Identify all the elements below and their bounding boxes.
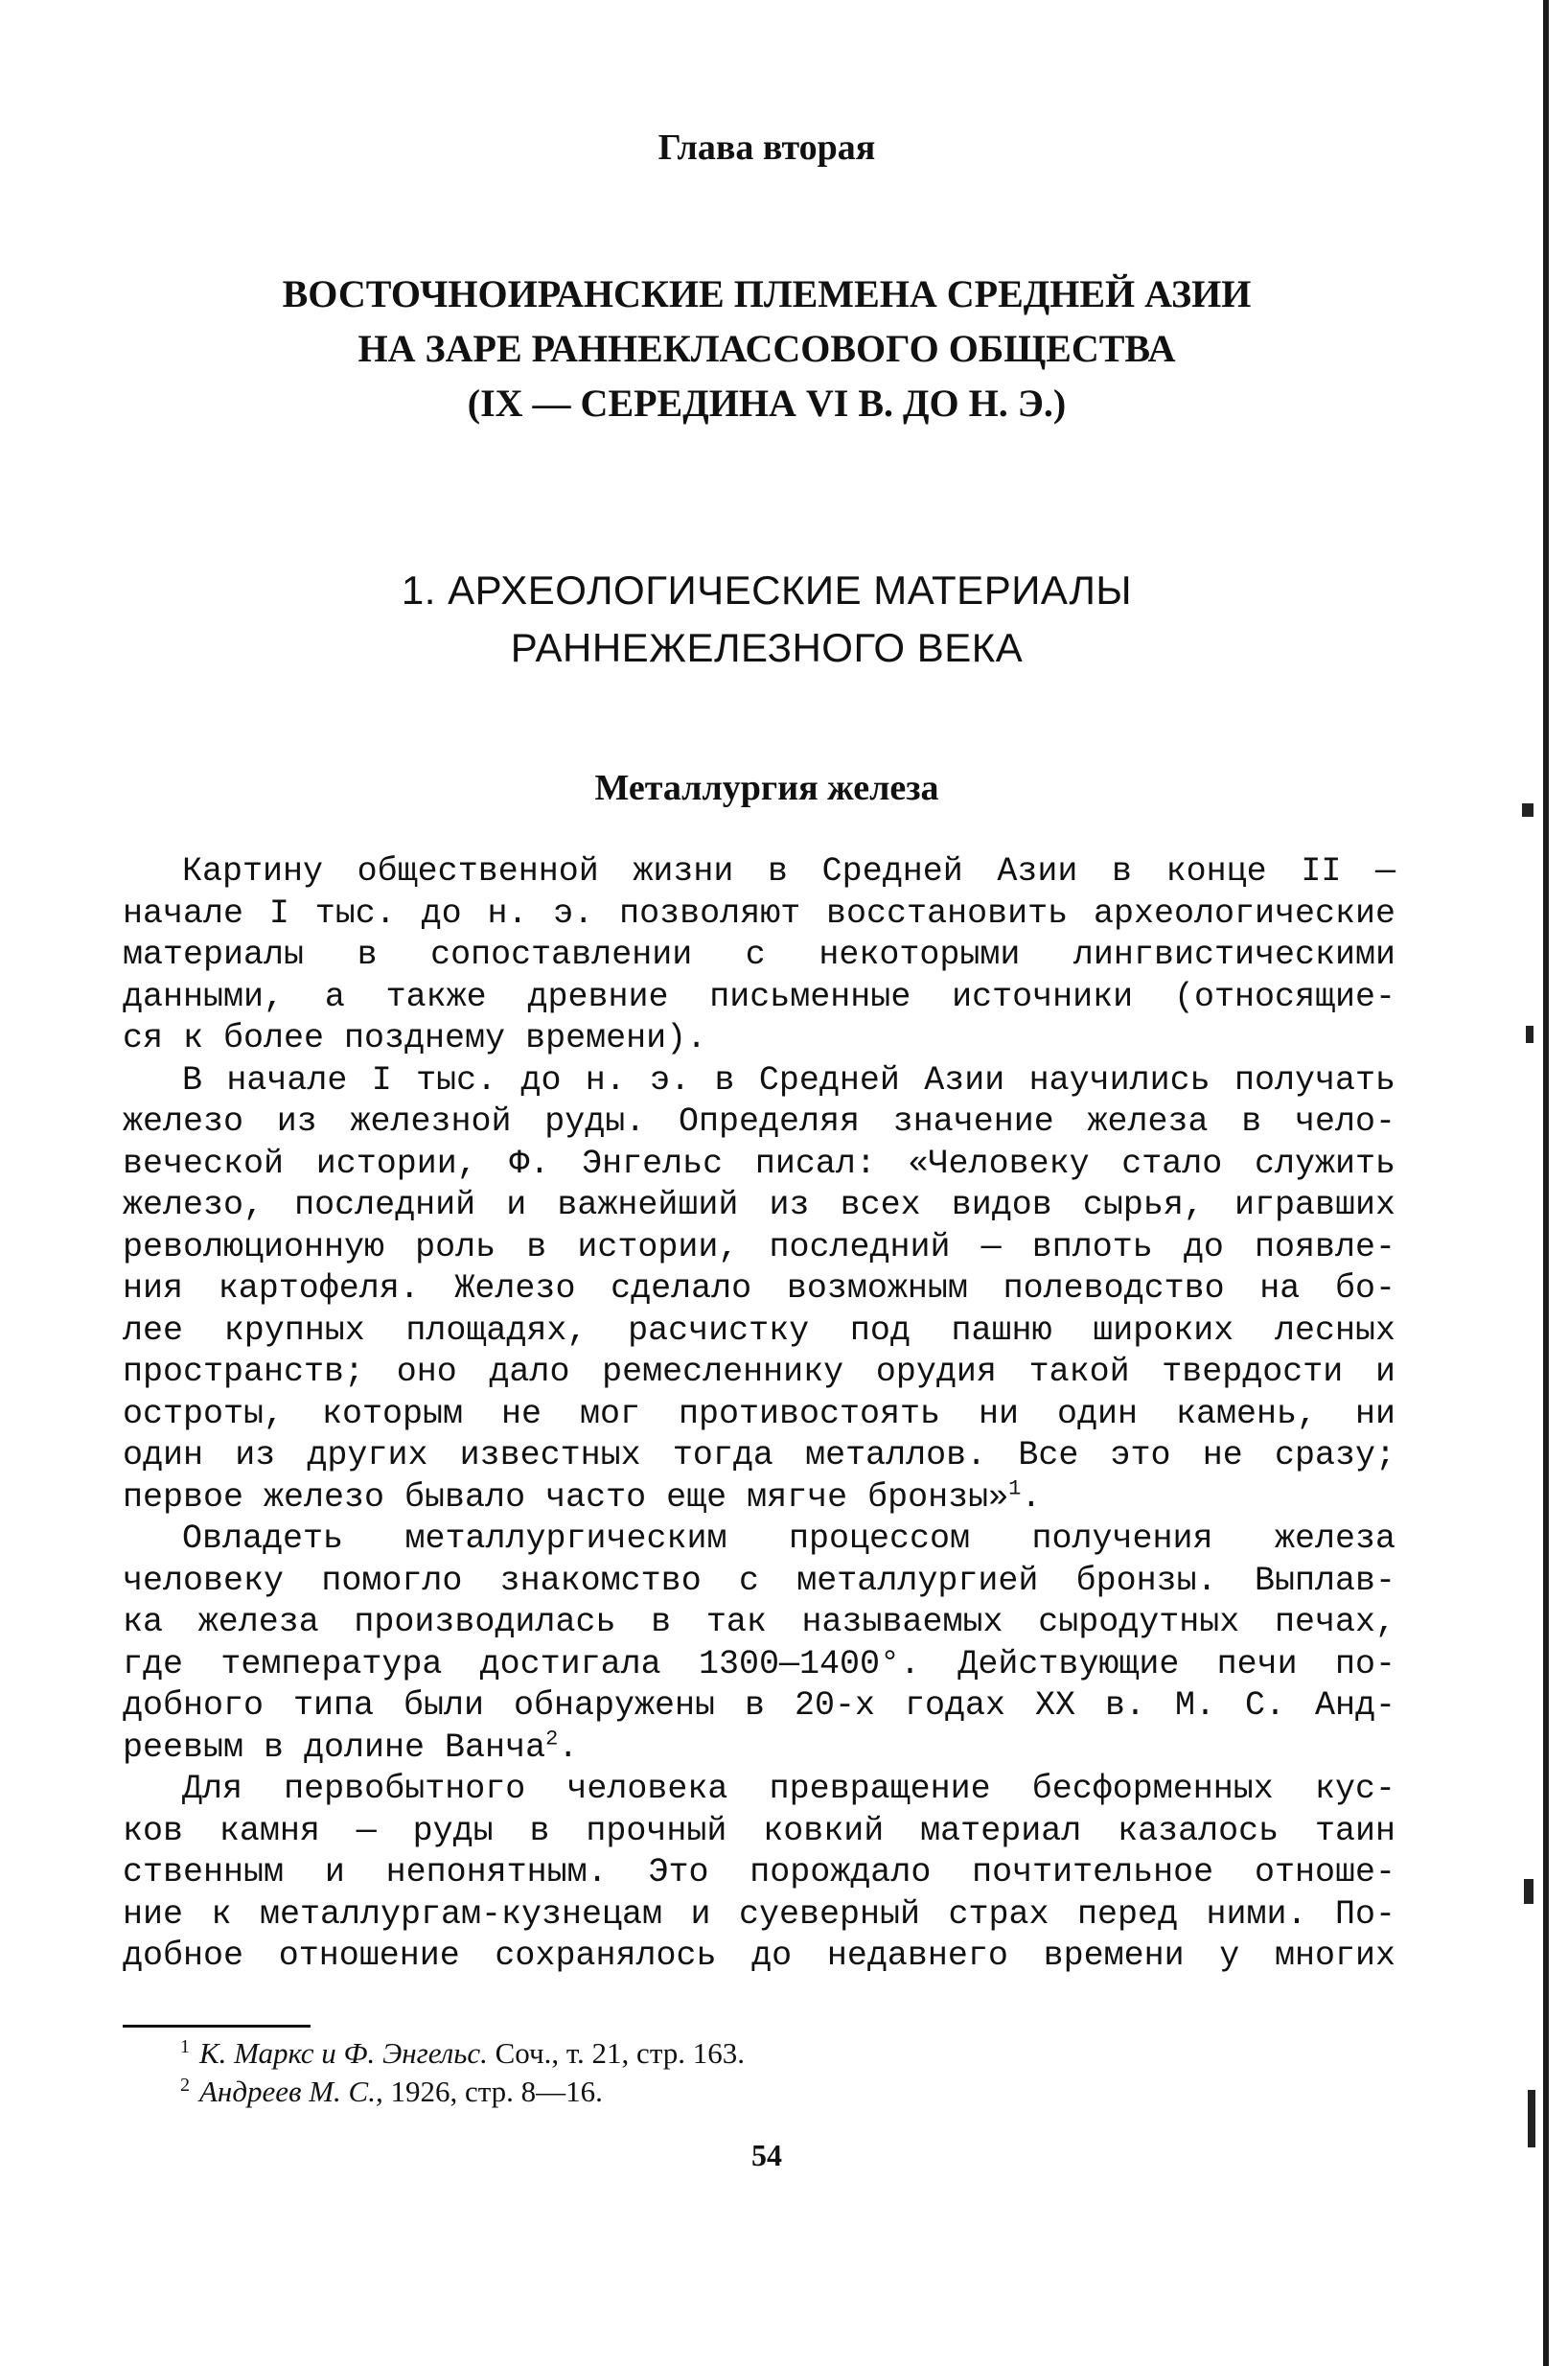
text-line: данными, а также древние письменные источники (относящие- (123, 977, 1395, 1016)
chapter-title-line: ВОСТОЧНОИРАНСКИЕ ПЛЕМЕНА СРЕДНЕЙ АЗИИ (282, 272, 1252, 315)
footnote (180, 2073, 745, 2111)
text-line: добного типа были обнаружены в 20-х годах XX в. М. С. Анд- (123, 1686, 1395, 1725)
text-line: человеку помогло знакомство с металлургией бронзы. Выплав- (123, 1561, 1395, 1600)
footnote (180, 2034, 745, 2073)
text-line: первое железо бывало часто еще мягче бронзы» (123, 1477, 1009, 1517)
chapter-title (0, 267, 1533, 430)
section-title (0, 562, 1533, 677)
text-line: начале I тыс. до н. э. позволяют восстановить археологические (123, 893, 1395, 933)
text-line: лее крупных площадях, расчистку под пашню широких лесных (123, 1311, 1395, 1350)
footnote-divider (123, 2025, 311, 2028)
footnote-ref: 1 (1008, 1475, 1022, 1500)
text-line: ков камня — руды в прочный ковкий материал казалось таин (123, 1811, 1395, 1850)
text-line: ние к металлургам-кузнецам и суеверный страх перед ними. По- (123, 1894, 1395, 1934)
text-line: ка железа производилась в так называемых сыродутных печах, (123, 1603, 1395, 1641)
scan-speck (1526, 1026, 1533, 1043)
section-title-line: 1. АРХЕОЛОГИЧЕСКИЕ МАТЕРИАЛЫ (401, 568, 1133, 613)
footnotes (180, 2034, 745, 2111)
footnote-number: 1 (180, 2035, 190, 2057)
text-line: железо из железной руды. Определяя значение железа в чело- (123, 1102, 1395, 1141)
scan-speck (1524, 1879, 1533, 1904)
text-line: ся к более позднему времени). (123, 1019, 707, 1057)
text-line-with-note: первое железо бывало часто еще мягче бронзы»$^1$. (123, 1475, 1042, 1517)
section-title-line: РАННЕЖЕЛЕЗНОГО ВЕКА (510, 625, 1024, 670)
footnote-number: 2 (180, 2074, 190, 2096)
text-line: Картину общественной жизни в Средней Азии в конце II — (182, 852, 1395, 891)
text-line: В начале I тыс. до н. э. в Средней Азии научились получать (182, 1060, 1395, 1100)
text-line: революционную роль в истории, последний — вплоть до появле- (123, 1227, 1395, 1266)
text-line: добное отношение сохранялось до недавнего времени у многих (123, 1937, 1395, 1975)
subsection-heading: Металлургия железа (594, 768, 939, 808)
text-line: материалы в сопоставлении с некоторыми лингвистическими (123, 936, 1395, 974)
footnote-text: 1926, стр. 8—16. (390, 2075, 603, 2108)
text-line: один из других известных тогда металлов. Все это не сразу; (123, 1436, 1395, 1474)
page-number: 54 (751, 2138, 782, 2172)
text-line: где температура достигала 1300—1400°. Действующие печи по- (123, 1644, 1395, 1683)
text-line: Для первобытного человека превращение бесформенных кус- (182, 1770, 1395, 1808)
text-line: веческой истории, Ф. Энгельс писал: «Человеку стало служить (123, 1144, 1395, 1183)
text-line: ния картофеля. Железо сделало возможным полеводство на бо- (123, 1269, 1395, 1308)
body-text (123, 851, 1395, 1978)
text-line: остроты, которым не мог противостоять ни один камень, ни (123, 1394, 1395, 1433)
text-line: Овладеть металлургическим процессом получения железа (182, 1519, 1395, 1558)
text-line: пространств; оно дало ремесленнику орудия такой твердости и (123, 1353, 1395, 1391)
scan-speck (1522, 803, 1533, 817)
chapter-title-line: (IX — СЕРЕДИНА VI В. ДО Н. Э.) (467, 382, 1067, 425)
text-line-with-note: реевым в долине Ванча$^2$. (123, 1726, 579, 1767)
chapter-heading: Глава вторая (657, 128, 876, 168)
scan-speck (1528, 2090, 1535, 2147)
text-line: реевым в долине Ванча (123, 1728, 546, 1767)
footnote-ref: 2 (545, 1726, 559, 1751)
footnote-author: К. Маркс и Ф. Энгельс. (199, 2036, 488, 2070)
chapter-title-line: НА ЗАРЕ РАННЕКЛАССОВОГО ОБЩЕСТВА (357, 327, 1176, 370)
footnote-author: Андреев М. С., (199, 2075, 383, 2108)
text-line: ственным и непонятным. Это порождало почтительное отноше- (123, 1853, 1395, 1891)
text-line: железо, последний и важнейший из всех видов сырья, игравших (123, 1186, 1395, 1224)
footnote-text: Соч., т. 21, стр. 163. (495, 2036, 745, 2070)
binding-edge (1543, 0, 1549, 2366)
